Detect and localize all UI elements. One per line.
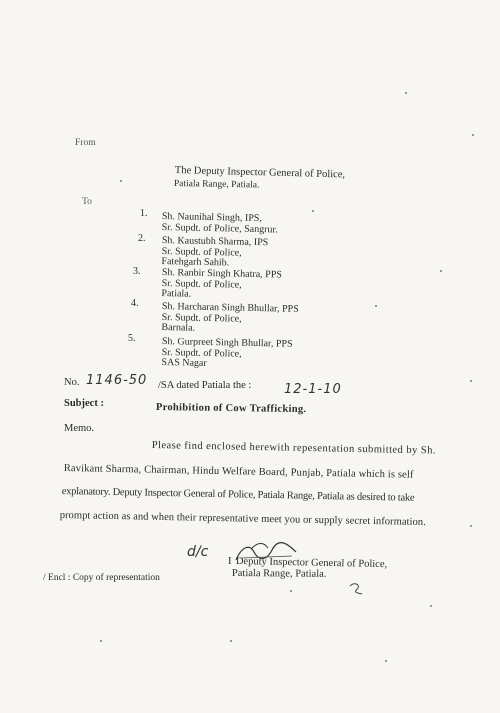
from-label: From [75,138,96,148]
enclosure-note: / Encl : Copy of representation [43,573,160,583]
signature-prefix: I [228,556,232,567]
recipient-2 [161,236,268,270]
recipient-number: 4. [131,298,139,309]
recipient-line: Sh. Ranbir Singh Khatra, PPS [161,267,283,281]
signature-line-2: Patiala Range, Patiala. [231,568,327,580]
recipient-3 [161,268,282,302]
recipient-line: Patiala. [161,287,192,300]
handwritten-scribble-mark [348,582,366,598]
ref-dated: /SA dated Patiala the : [158,380,252,391]
body-line-2: Ravikant Sharma, Chairman, Hindu Welfare Board, Punjab, Patiala which is self [63,462,414,481]
body-line-3: explanatory. Deputy Inspector General of Police, Patiala Range, Patiala as desired to take [61,485,415,504]
recipient-line: SAS Nagar [161,356,207,369]
subject-text: Prohibition of Cow Trafficking. [155,402,307,416]
recipient-line: Barnala. [161,321,196,334]
recipient-line: Sr. Supdt. of Police, [161,311,242,325]
body-line-1: Please find enclosed herewith repesentation submitted by Sh. [151,439,437,457]
recipient-number: 5. [128,333,136,344]
recipient-line: Sh. Gurpreet Singh Bhullar, PPS [161,336,293,350]
memo-label: Memo. [64,423,95,434]
signature-line-1: Deputy Inspector General of Police, [235,556,388,571]
scan-speck [385,660,387,662]
scan-speck [470,380,472,382]
scan-speck [312,210,314,212]
recipient-line: Sh. Kaustubh Sharma, IPS [161,235,269,249]
recipient-1 [162,212,279,235]
ref-no-label: No. [64,377,80,388]
scan-speck [375,305,377,307]
signature-initial: d/c [187,544,209,560]
recipient-5 [161,337,292,371]
sender-line-1: The Deputy Inspector General of Police, [174,165,346,181]
recipient-line: Sr. Supdt. of Police, [161,245,242,259]
recipient-line: Sr. Supdt. of Police, [161,277,242,291]
ref-date: 12-1-10 [284,382,342,397]
recipient-line: Sr. Supdt. of Police, [161,346,242,360]
scan-speck [120,180,122,182]
scan-speck [470,525,472,527]
recipient-number: 2. [138,233,146,244]
subject-label: Subject : [64,398,104,409]
recipient-line: Sh. Naunihal Singh, IPS, [161,211,263,225]
recipient-4 [161,302,298,336]
scan-speck [440,270,442,272]
scan-speck [290,590,292,592]
recipient-line: Sr. Supdt. of Police, Sangrur. [161,221,278,235]
sender-line-2: Patiala Range, Patiala. [173,179,260,191]
recipient-number: 1. [140,208,148,219]
body-line-4: prompt action as and when their representative meet you or supply secret information. [59,509,426,529]
recipient-line: Fatehgarh Sahib. [161,255,230,269]
scan-speck [430,605,432,607]
scan-speck [230,640,232,642]
handwritten-signature-mark [232,538,302,568]
recipient-line: Sh. Harcharan Singh Bhullar, PPS [161,301,299,315]
scan-speck [472,134,474,136]
scan-speck [405,92,407,94]
recipient-number: 3. [133,266,141,277]
scan-speck [100,640,102,642]
ref-no-value: 1146-50 [86,373,148,388]
to-label: To [82,197,92,207]
